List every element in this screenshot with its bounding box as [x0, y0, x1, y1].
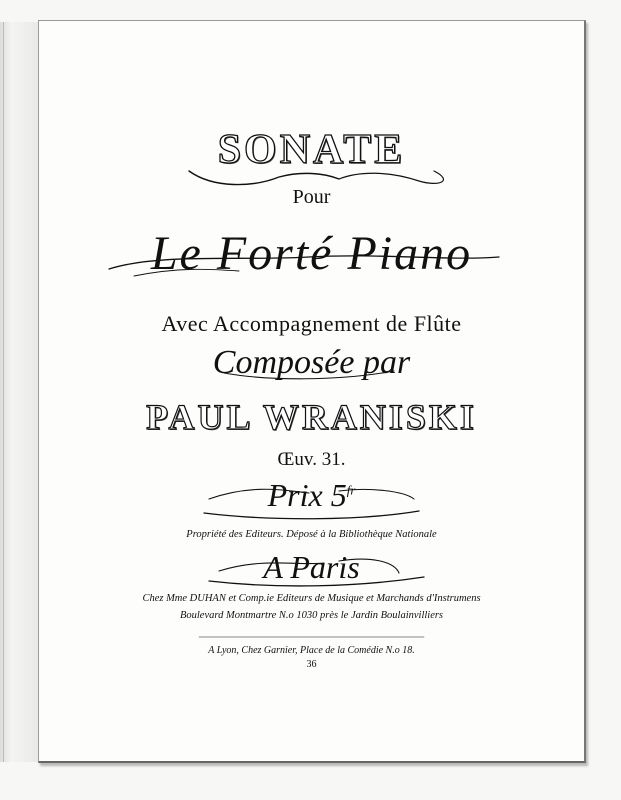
address-line: Boulevard Montmartre N.o 1030 près le Jardin Boulainvilliers: [179, 610, 444, 621]
plate-number: 36: [306, 659, 317, 670]
pour-text: Pour: [292, 186, 331, 208]
work-title: SONATE: [217, 127, 406, 173]
property-note: Propriété des Editeurs. Déposé à la Bibliothèque Nationale: [186, 529, 437, 540]
place-of-publication: A Paris: [263, 549, 360, 585]
composer-name: PAUL WRANISKI: [146, 397, 477, 437]
publisher-line: Chez Mme DUHAN et Comp.ie Editeurs de Musique et Marchands d'Instrumens: [142, 593, 481, 604]
title-page: [38, 20, 586, 763]
lyon-distributor: A Lyon, Chez Garnier, Place de la Comédie N.o 18.: [208, 645, 415, 656]
opus-number: Œuv. 31.: [277, 449, 346, 470]
composed-by-text: Composée par: [212, 344, 411, 381]
price-text: Prix 5: [267, 477, 347, 513]
price-unit: fr: [346, 482, 356, 498]
instrument-title: Le Forté Piano: [150, 227, 473, 280]
price: [39, 477, 584, 514]
binding-spine: [0, 22, 39, 762]
accompaniment-text: Avec Accompagnement de Flûte: [161, 311, 462, 336]
